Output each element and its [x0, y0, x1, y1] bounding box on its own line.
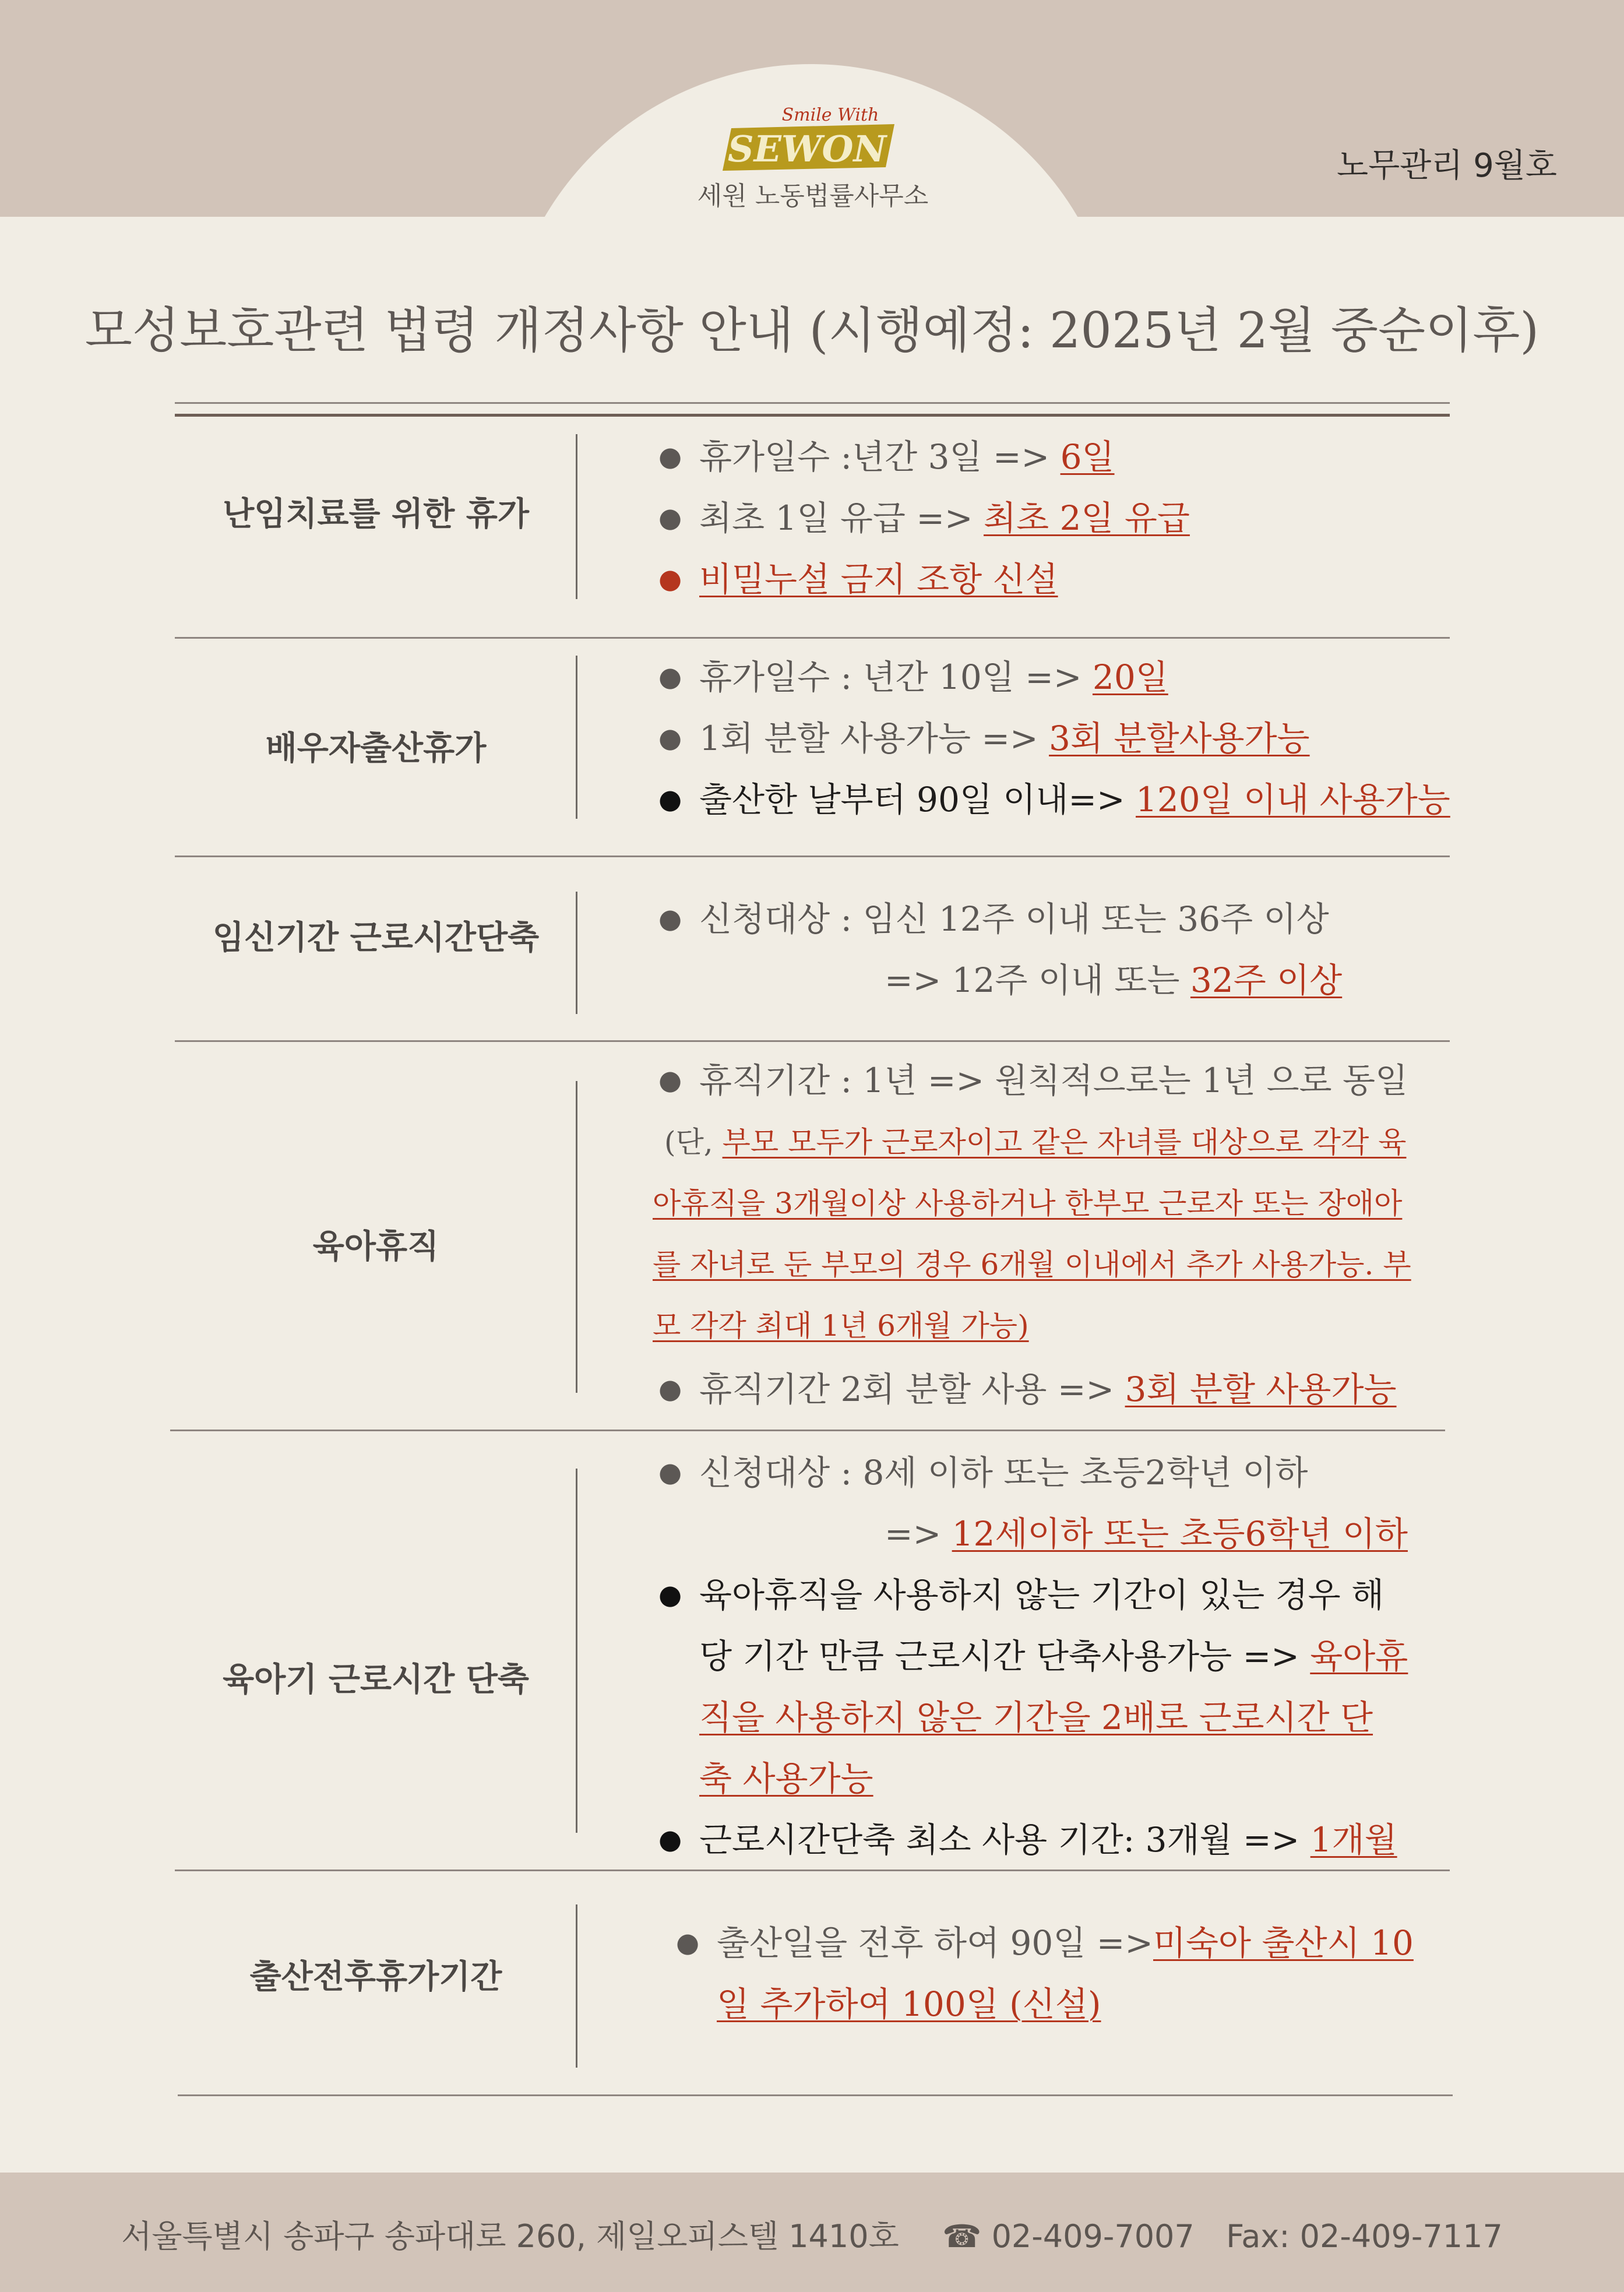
list-item: ● 휴가일수 :년간 3일 => 6일: [658, 437, 1115, 477]
sewon-logo: [720, 96, 906, 178]
row-divider: [175, 637, 1450, 639]
list-item: 축 사용가능: [699, 1759, 873, 1798]
list-item: 일 추가하여 100일 (신설): [717, 1984, 1101, 2024]
row-label-infertility-leave: 난임치료를 위한 휴가: [223, 495, 529, 533]
bullet-icon: ●: [658, 1372, 682, 1404]
row-label-maternity-leave: 출산전후휴가기간: [249, 1958, 502, 1996]
list-item: ● 1회 분할 사용가능 => 3회 분할사용가능: [658, 719, 1310, 758]
title-divider-bottom: [175, 414, 1450, 417]
row-divider: [175, 855, 1450, 857]
list-item: ● 육아휴직을 사용하지 않는 기간이 있는 경우 해: [658, 1575, 1385, 1615]
list-item: ● 근로시간단축 최소 사용 기간: 3개월 => 1개월: [658, 1820, 1397, 1860]
list-item: ● 출산한 날부터 90일 이내=> 120일 이내 사용가능: [658, 780, 1450, 819]
row-divider: [170, 1430, 1445, 1431]
bullet-icon: ●: [658, 902, 682, 934]
bullet-icon: ●: [658, 1578, 682, 1610]
page-title: 모성보호관련 법령 개정사항 안내 (시행예정: 2025년 2월 중순이후): [84, 302, 1540, 359]
bullet-icon: ●: [658, 1064, 682, 1096]
list-item: ● 신청대상 : 8세 이하 또는 초등2학년 이하: [658, 1453, 1308, 1492]
list-item: 를 자녀로 둔 부모의 경우 6개월 이내에서 추가 사용가능. 부: [653, 1248, 1411, 1281]
list-item: ● 신청대상 : 임신 12주 이내 또는 36주 이상: [658, 899, 1329, 939]
bullet-icon: ●: [676, 1926, 700, 1958]
table-bottom-divider: [178, 2094, 1453, 2096]
bullet-icon: ●: [658, 783, 682, 815]
bullet-icon: ●: [658, 1456, 682, 1488]
list-item: (단, 부모 모두가 근로자이고 같은 자녀를 대상으로 각각 육: [664, 1125, 1407, 1159]
org-name: 세원 노동법률사무소: [697, 181, 929, 211]
list-item: 모 각각 최대 1년 6개월 가능): [653, 1309, 1029, 1343]
footer-fax: Fax: 02-409-7117: [1226, 2218, 1503, 2255]
bullet-icon: ●: [658, 440, 682, 472]
list-item: ● 최초 1일 유급 => 최초 2일 유급: [658, 498, 1190, 538]
list-item: ● 휴가일수 : 년간 10일 => 20일: [658, 657, 1168, 697]
list-item: ● 휴직기간 : 1년 => 원칙적으로는 1년 으로 동일: [658, 1061, 1408, 1100]
row-label-childcare-hours: 육아기 근로시간 단축: [223, 1661, 529, 1699]
bullet-icon: ●: [658, 1823, 682, 1855]
bullet-icon: ●: [658, 660, 682, 692]
list-item: ● 휴직기간 2회 분할 사용 => 3회 분할 사용가능: [658, 1369, 1397, 1409]
bullet-icon: ●: [658, 562, 682, 594]
logo-main-text: SEWON: [727, 128, 887, 170]
row-divider: [175, 1869, 1450, 1871]
row-label-parental-leave: 육아휴직: [312, 1228, 439, 1266]
list-item: => 12세이하 또는 초등6학년 이하: [885, 1514, 1408, 1554]
list-item: ● 출산일을 전후 하여 90일 =>미숙아 출산시 10: [676, 1923, 1414, 1963]
footer-contact: [0, 2212, 1624, 2256]
bullet-icon: ●: [658, 721, 682, 754]
row-divider: [175, 1040, 1450, 1042]
title-divider-top: [175, 402, 1450, 404]
issue-label: 노무관리 9월호: [1336, 147, 1557, 185]
row-label-spouse-leave: 배우자출산휴가: [265, 730, 487, 767]
column-divider: [576, 1469, 577, 1833]
logo-script-text: Smile With: [781, 105, 879, 125]
list-item: => 12주 이내 또는 32주 이상: [885, 960, 1343, 1000]
list-item: 당 기간 만큼 근로시간 단축사용가능 => 육아휴: [699, 1636, 1408, 1676]
list-item: 직을 사용하지 않은 기간을 2배로 근로시간 단: [699, 1698, 1373, 1737]
phone-icon: ☎: [942, 2218, 982, 2255]
row-label-pregnancy-hours: 임신기간 근로시간단축: [212, 919, 540, 957]
list-item: ● 비밀누설 금지 조항 신설: [658, 559, 1058, 599]
list-item: 아휴직을 3개월이상 사용하거나 한부모 근로자 또는 장애아: [653, 1187, 1403, 1220]
footer-address: 서울특별시 송파구 송파대로 260, 제일오피스텔 1410호: [121, 2218, 899, 2255]
footer-phone: 02-409-7007: [991, 2218, 1195, 2255]
bullet-icon: ●: [658, 501, 682, 533]
